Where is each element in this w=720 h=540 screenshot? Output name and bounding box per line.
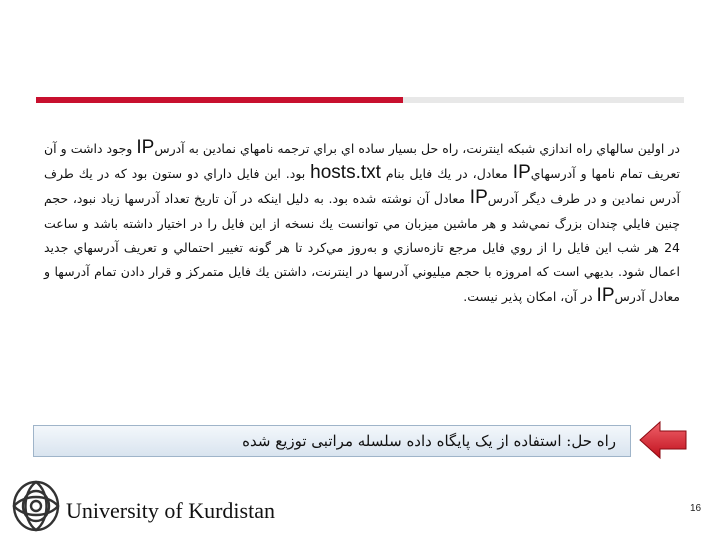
solution-box <box>33 425 631 457</box>
page-number: 16 <box>690 503 702 514</box>
university-name: University of Kurdistan <box>66 498 275 523</box>
latin-term: hosts.txt <box>310 162 381 184</box>
paragraph-segment: معادل آن نوشته شده بود. به دليل اينكه در آن تاريخ تعداد آدرسها زياد نبود، حجم چنين فايلي چندان بزرگ نمي‌شد و هر ماشين ميزبان مي توانست يك نسخه از اين فايل را در اختيار داشته باشد و ساعت 24 هر شب اين فايل را از روي فايل مرجع تازه‌سازي و به‌روز مي‌كرد تا هر گونه تغيير احتمالي و تعريف آدرسهاي جديد اعمال شود. بديهي است كه امروزه با حجم ميليوني آدرسها در اينترنت، داشتن يك فايل متمركز و قرار دادن تمام آدرسها و معادل آدرس <box>44 191 680 305</box>
header-divider-accent <box>36 97 403 103</box>
header-divider-bar <box>36 97 684 103</box>
body-paragraph <box>44 136 680 309</box>
latin-term: IP <box>136 137 155 158</box>
university-logo <box>10 478 62 534</box>
paragraph-segment: در اولين سالهاي راه اندازي شبكه اينترنت، راه حل بسيار ساده اي براي ترجمه نامهاي نمادين به آدرس <box>154 141 680 156</box>
paragraph-segment: معادل، در يك فايل بنام <box>380 166 513 182</box>
paragraph-segment: وجود داشت و آن تعريف تمام نامها و آدرسهاي <box>44 141 680 182</box>
solution-text: راه حل: استفاده از یک پایگاه داده سلسله مراتبی توزیع شده <box>242 432 616 450</box>
paragraph-segment: بود. اين فايل داراي دو ستون بود كه در يك طرف آدرس نمادين و در طرف ديگر آدرس <box>44 166 680 207</box>
paragraph-segment: در آن، امكان پذير نيست. <box>463 289 597 305</box>
latin-term: IP <box>596 285 615 307</box>
left-arrow-icon <box>638 419 688 461</box>
latin-term: IP <box>512 162 531 184</box>
latin-term: IP <box>469 187 488 209</box>
